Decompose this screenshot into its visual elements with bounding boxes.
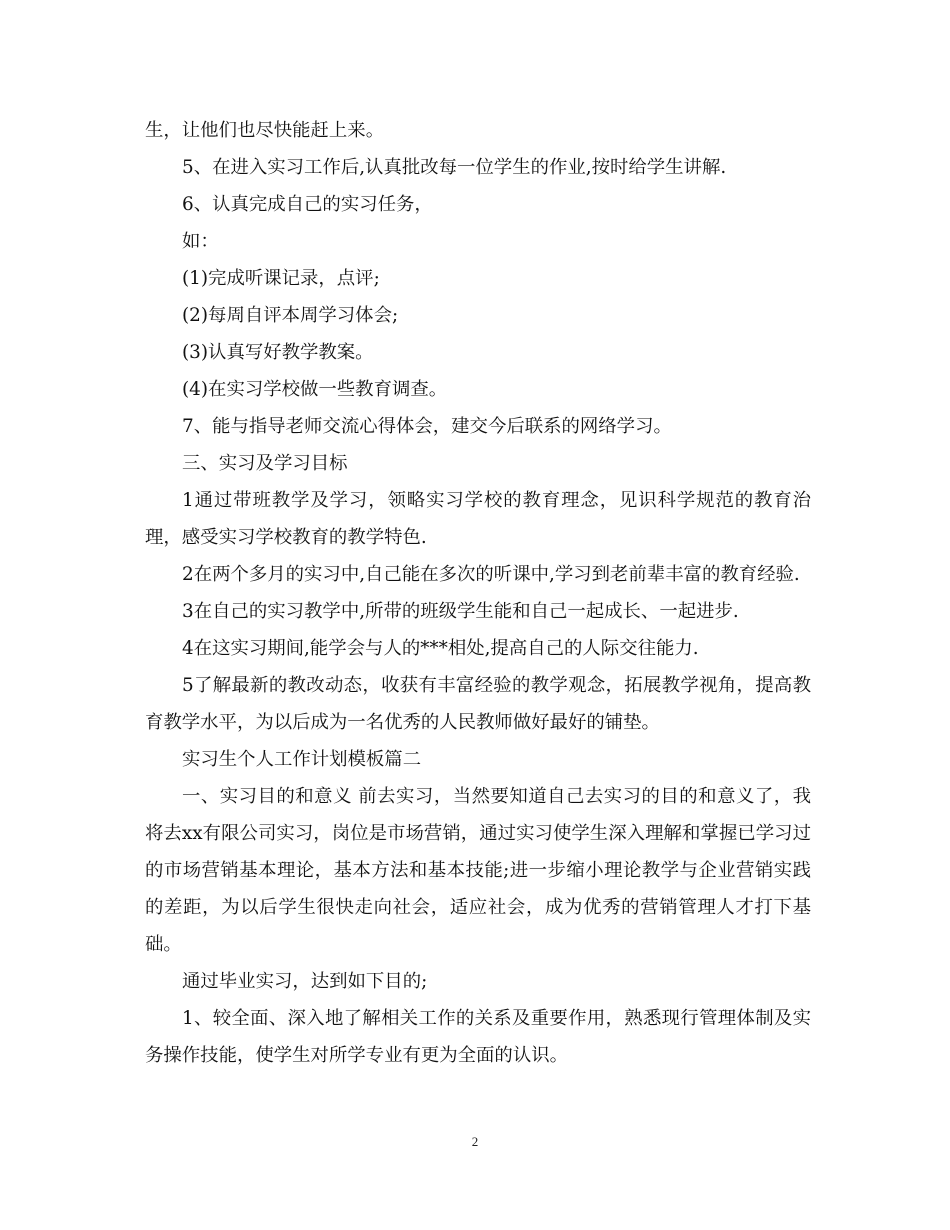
paragraph: 5了解最新的教改动态，收获有丰富经验的教学观念，拓展教学视角，提高教育教学水平，为以后成为一名优秀的人民教师做好最好的铺垫。 [145, 675, 811, 733]
paragraph: 3在自己的实习教学中,所带的班级学生能和自己一起成长、一起进步. [182, 601, 739, 622]
list-item: (1)完成听课记录，点评; [182, 268, 380, 289]
list-item: (3)认真写好教学教案。 [182, 342, 374, 363]
paragraph: 生，让他们也尽快能赶上来。 [145, 120, 385, 141]
list-item: (2)每周自评本周学习体会; [182, 305, 399, 326]
paragraph: 6、认真完成自己的实习任务， [182, 194, 433, 215]
paragraph: 如： [182, 231, 219, 252]
list-item: (4)在实习学校做一些教育调查。 [182, 379, 448, 400]
paragraph: 7、能与指导老师交流心得体会，建交今后联系的网络学习。 [182, 416, 672, 437]
paragraph: 1、较全面、深入地了解相关工作的关系及重要作用，熟悉现行管理体制及实务操作技能，使学生对所学专业有更为全面的认识。 [145, 1008, 811, 1066]
page-number: 2 [471, 1134, 479, 1149]
paragraph: 4在这实习期间,能学会与人的***相处,提高自己的人际交往能力. [182, 638, 699, 659]
paragraph: 5、在进入实习工作后,认真批改每一位学生的作业,按时给学生讲解. [182, 157, 727, 178]
section-heading: 三、实习及学习目标 [182, 453, 348, 474]
paragraph: 2在两个多月的实习中,自己能在多次的听课中,学习到老前辈丰富的教育经验. [182, 564, 800, 585]
paragraph: 一、实习目的和意义 前去实习，当然要知道自己去实习的目的和意义了，我将去xx有限公司实习，岗位是市场营销，通过实习使学生深入理解和掌握已学习过的市场营销基本理论，基本方法和基本技能;进一步缩小理论教学与企业营销实践的差距，为以后学生很快走向社会，适应社会，成为优秀的营销管理人才打下基础。 [145, 786, 811, 955]
document-body [145, 112, 811, 1074]
paragraph: 通过毕业实习，达到如下目的; [182, 971, 428, 992]
paragraph: 1通过带班教学及学习，领略实习学校的教育理念，见识科学规范的教育治理，感受实习学校教育的教学特色. [145, 490, 811, 548]
section-title: 实习生个人工作计划模板篇二 [182, 749, 422, 770]
